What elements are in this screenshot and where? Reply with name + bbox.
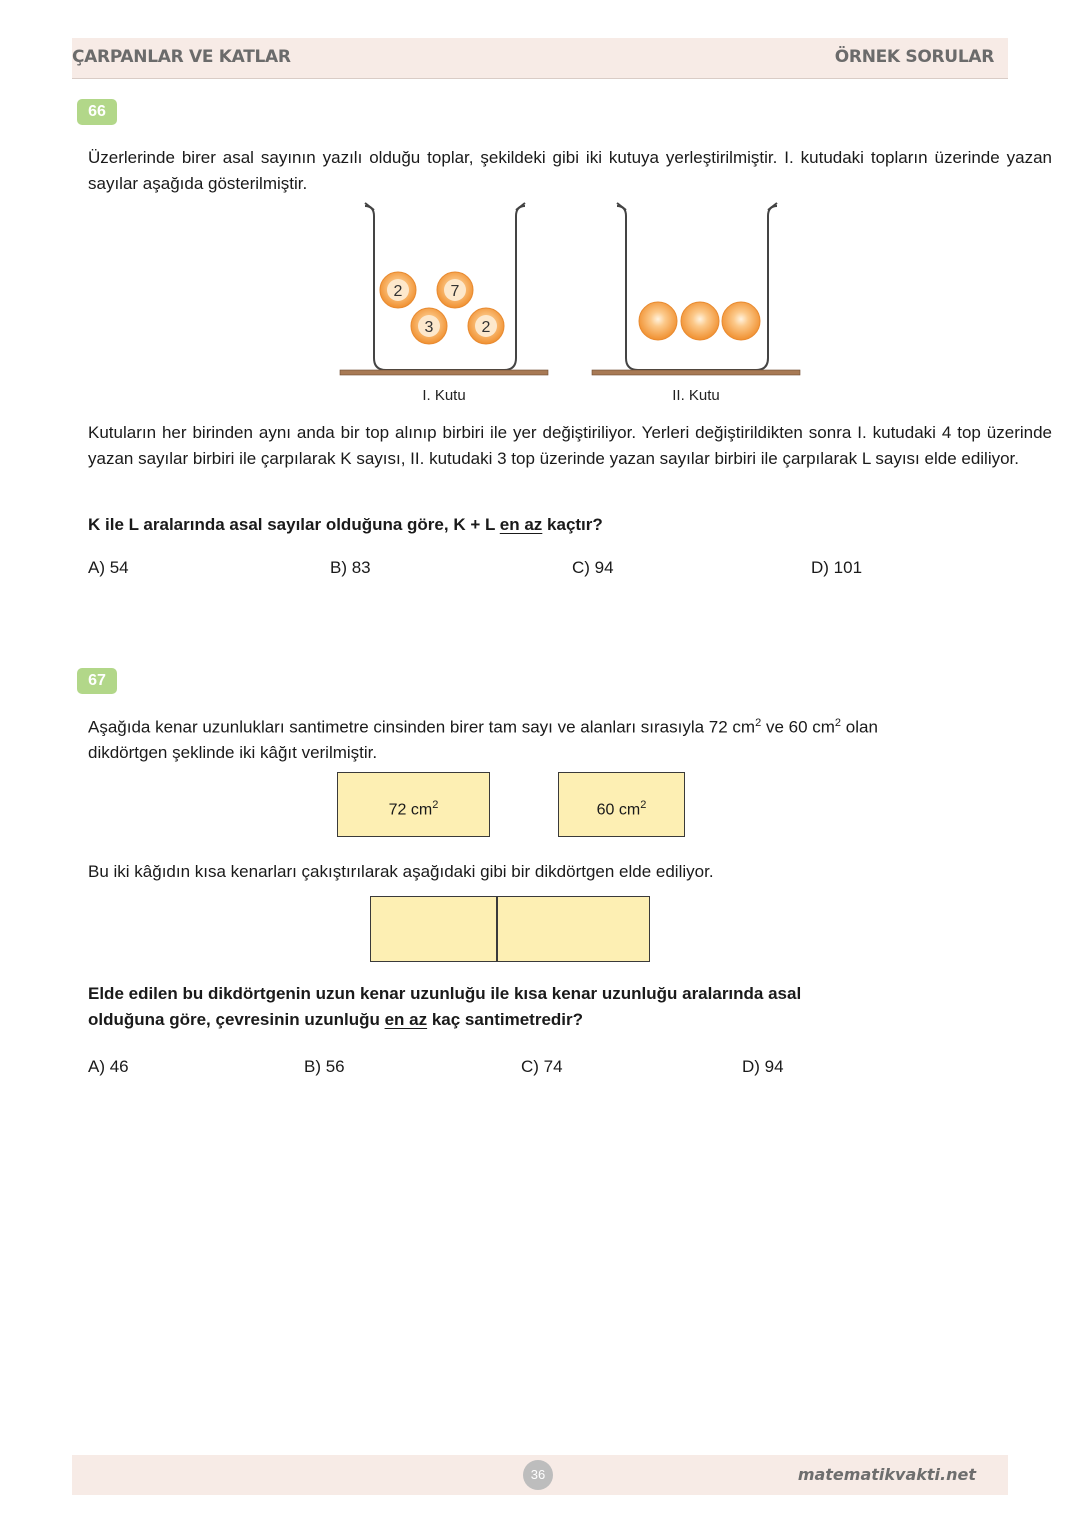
superscript: 2 [755, 717, 762, 729]
paper-72-label: 72 cm [388, 801, 433, 819]
q67-option-d[interactable]: D) 94 [742, 1057, 784, 1076]
q67-option-b[interactable]: B) 56 [304, 1057, 345, 1076]
q66-intro: Üzerlerinde birer asal sayının yazılı olduğu toplar, şekildeki gibi iki kutuya yerleştirilmiştir. I. kutudaki topların üzerinde yazan sayılar aşağıda gösterilmiştir. [88, 148, 1052, 193]
box-2-label: II. Kutu [672, 387, 720, 404]
q66-option-d[interactable]: D) 101 [811, 558, 863, 577]
q67-question-text: olduğuna göre, çevresinin uzunluğu [88, 1009, 385, 1029]
svg-text:7: 7 [450, 283, 460, 300]
q67-question [88, 981, 1052, 1032]
q67-intro-part: Aşağıda kenar uzunlukları santimetre cinsinden birer tam sayı ve alanları sırasıyla 72 cm [88, 717, 756, 737]
q67-body: Bu iki kâğıdın kısa kenarları çakıştırılarak aşağıdaki gibi bir dikdörtgen elde ediliyor. [88, 862, 714, 881]
q66-body: Kutuların her birinden aynı anda bir top alınıp birbiri ile yer değiştiriliyor. Yerleri değiştirildikten sonra I. kutudaki 4 top üzerinde yazan sayılar birbiri ile çarpılarak K sayısı, II. kutudaki 3 top üzerinde yazan sayılar birbiri ile çarpılarak L sayısı elde ediliyor. [88, 423, 1052, 468]
superscript: 2 [834, 717, 842, 729]
q66-question-text: K ile L aralarında asal sayılar olduğuna göre, K + L [88, 515, 500, 534]
q67-intro-line2: dikdörtgen şeklinde iki kâğıt verilmiştir. [88, 743, 378, 763]
q66-option-b[interactable]: B) 83 [330, 558, 371, 577]
q66-question-emphasis: en az [499, 515, 543, 534]
superscript: 2 [640, 799, 647, 811]
svg-text:2: 2 [393, 283, 403, 300]
q66-option-c[interactable]: C) 94 [572, 558, 614, 577]
svg-text:3: 3 [424, 319, 434, 336]
box-1-label: I. Kutu [422, 387, 466, 404]
ball [722, 302, 760, 340]
q67-intro-part: ve 60 cm [761, 717, 835, 737]
ball [639, 302, 677, 340]
q67-option-a[interactable]: A) 46 [88, 1057, 129, 1076]
rectangle-divider [496, 897, 498, 961]
page-number: 36 [523, 1460, 553, 1490]
q67-intro-part: olan [841, 717, 878, 737]
box-1 [340, 203, 548, 404]
q66-question [88, 512, 1052, 538]
ball [681, 302, 719, 340]
q67-question-end: kaç santimetredir? [427, 1009, 584, 1029]
site-name[interactable]: matematikvakti.net [797, 1465, 976, 1484]
svg-text:2: 2 [481, 319, 491, 336]
q66-question-end: kaçtır? [542, 515, 603, 534]
q67-question-line1: Elde edilen bu dikdörtgenin uzun kenar uzunluğu ile kısa kenar uzunluğu aralarında asal [88, 984, 802, 1003]
superscript: 2 [432, 799, 439, 811]
page-footer [72, 1455, 1008, 1495]
q67-intro [88, 711, 1052, 766]
question-number-badge: 66 [77, 99, 117, 125]
shelf-2 [592, 370, 800, 375]
ball [468, 308, 504, 344]
ball [380, 272, 416, 308]
q66-option-a[interactable]: A) 54 [88, 558, 129, 577]
ball [437, 272, 473, 308]
q67-option-c[interactable]: C) 74 [521, 1057, 563, 1076]
ball [411, 308, 447, 344]
boxes-figure [330, 198, 810, 408]
combined-rectangle [370, 896, 650, 962]
box-2 [592, 203, 800, 404]
chapter-title: ÇARPANLAR VE KATLAR [72, 47, 291, 67]
q67-question-emphasis: en az [384, 1009, 428, 1029]
paper-60-label: 60 cm [596, 801, 641, 819]
question-number-badge: 67 [77, 668, 117, 694]
page-header [72, 38, 1008, 79]
paper-60 [558, 772, 685, 837]
paper-72 [337, 772, 490, 837]
section-title: ÖRNEK SORULAR [834, 47, 994, 67]
shelf-1 [340, 370, 548, 375]
